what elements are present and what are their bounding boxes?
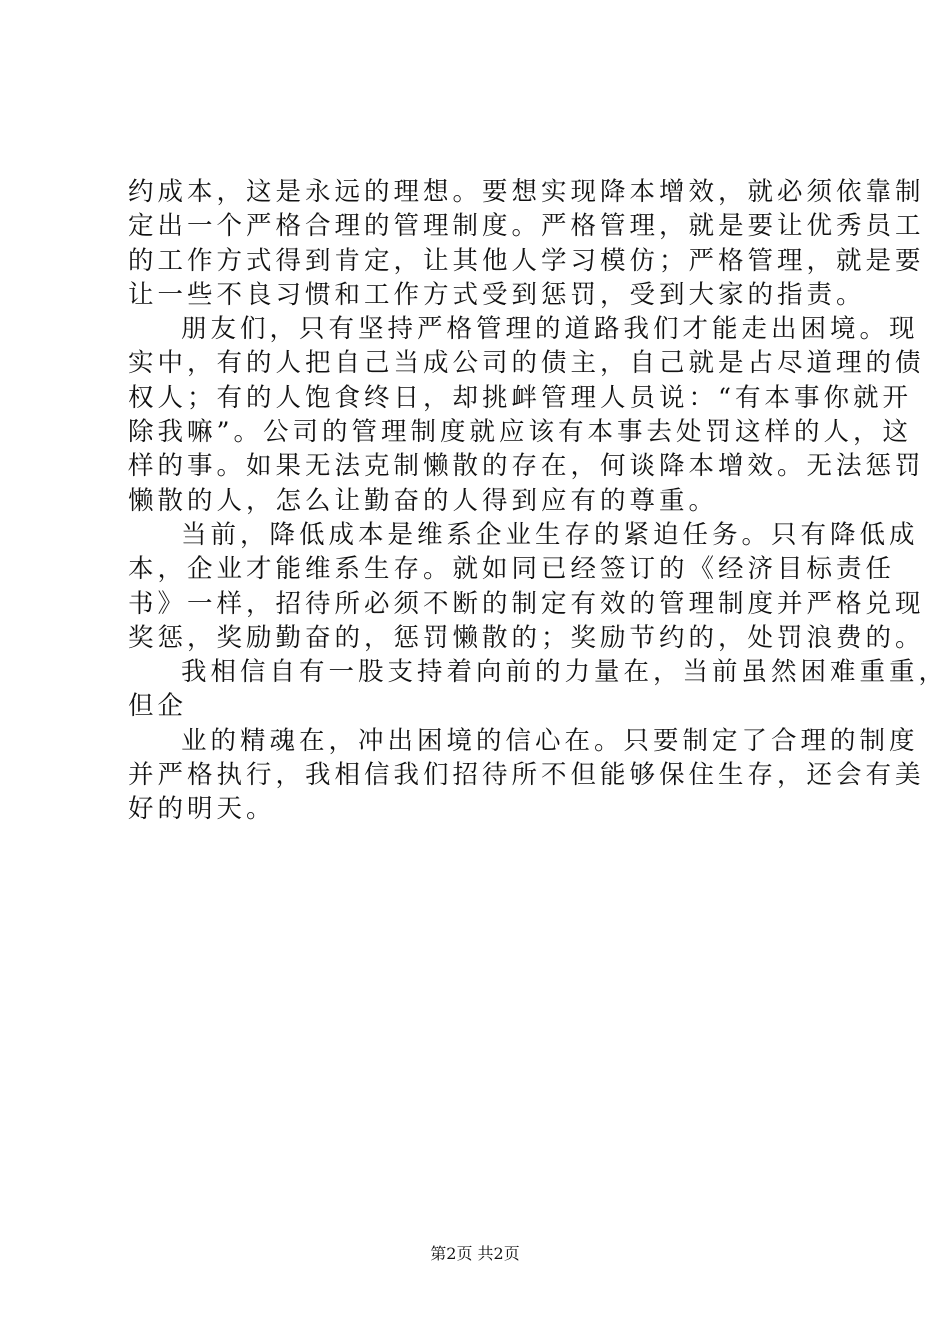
text-line: 书》一样，招待所必须不断的制定有效的管理制度并严格兑现 [128, 588, 925, 619]
text-line: 实中，有的人把自己当成公司的债主，自己就是占尽道理的债 [128, 348, 925, 379]
text-line: 样的事。如果无法克制懒散的存在，何谈降本增效。无法惩罚 [128, 451, 925, 482]
text-line: 当前，降低成本是维系企业生存的紧迫任务。只有降低成 [181, 519, 919, 550]
text-line: 约成本，这是永远的理想。要想实现降本增效，就必须依靠制 [128, 177, 925, 207]
text-line: 除我嘛”。公司的管理制度就应该有本事去处罚这样的人，这 [128, 417, 913, 448]
text-line: 业的精魂在，冲出困境的信心在。只要制定了合理的制度 [181, 725, 919, 756]
text-line: 定出一个严格合理的管理制度。严格管理，就是要让优秀员工 [128, 211, 925, 242]
document-body [128, 175, 949, 827]
page-number-footer: 第2页 共2页 [430, 1244, 520, 1263]
text-line: 朋友们，只有坚持严格管理的道路我们才能走出困境。现 [181, 314, 919, 345]
text-line: 我相信自有一股支持着向前的力量在，当前虽然困难重重， [181, 657, 949, 688]
text-line: 奖惩，奖励勤奋的，惩罚懒散的；奖励节约的，处罚浪费的。 [128, 622, 925, 653]
text-line: 并严格执行，我相信我们招待所不但能够保住生存，还会有美 [128, 760, 925, 791]
text-line: 权人；有的人饱食终日，却挑衅管理人员说：“有本事你就开 [128, 382, 913, 413]
text-line: 的工作方式得到肯定，让其他人学习模仿；严格管理，就是要 [128, 245, 925, 276]
text-line: 但企 [128, 691, 188, 722]
text-line: 本，企业才能维系生存。就如同已经签订的《经济目标责任 [128, 554, 896, 585]
text-line: 好的明天。 [128, 794, 276, 825]
text-line: 让一些不良习惯和工作方式受到惩罚，受到大家的指责。 [128, 279, 866, 310]
text-line: 懒散的人，怎么让勤奋的人得到应有的尊重。 [128, 485, 719, 516]
